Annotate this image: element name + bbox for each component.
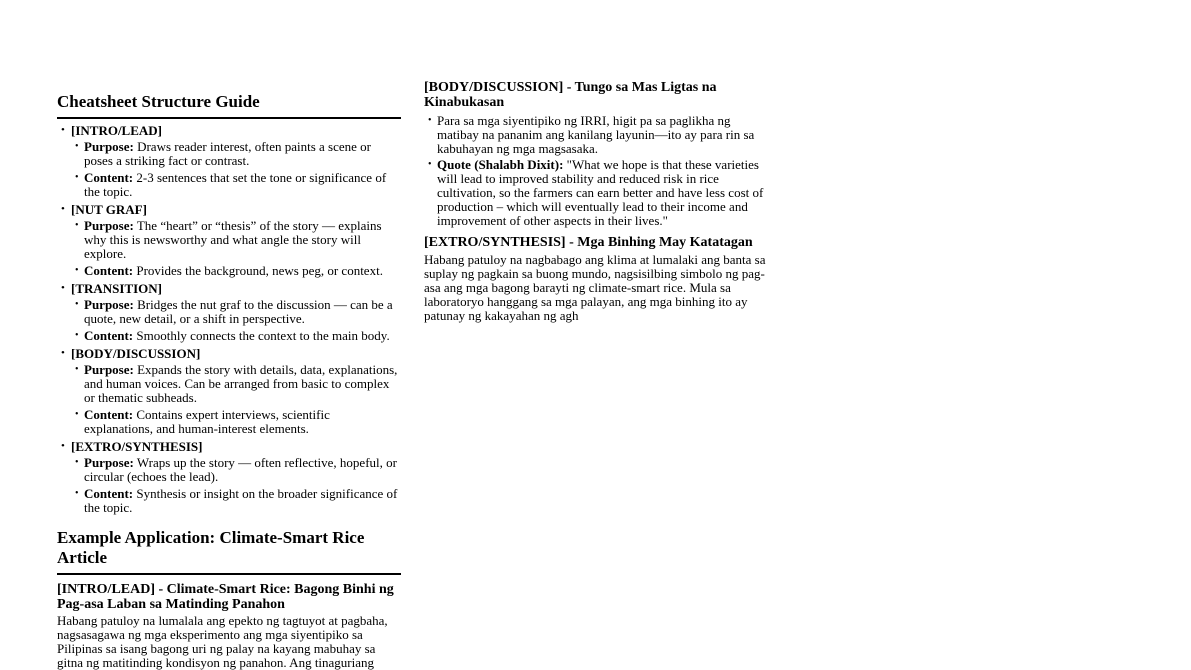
- quote-text: "What we hope is that these varieties will lead to improved stability and reduced risk in rice cultivation, so the farmers can earn better and have less cost of production – which will eventually lead to their income and improvement of other aspects in their lives.": [437, 157, 764, 228]
- item-text: Para sa mga siyentipiko ng IRRI, higit pa sa paglikha ng matibay na pananim ang kanilang layunin—ito ay para rin sa kabuhayan ng mga magsasaka.: [437, 113, 755, 156]
- section-item: [71, 171, 401, 199]
- item-key: Purpose:: [84, 218, 134, 233]
- item-key: Content:: [84, 170, 134, 185]
- section-items: [71, 298, 401, 343]
- guide-section: [57, 281, 401, 343]
- section-items: [71, 363, 401, 436]
- guide-title: Cheatsheet Structure Guide: [57, 92, 401, 119]
- guide-section: [57, 346, 401, 436]
- top-spacer: [424, 0, 768, 80]
- top-spacer: [57, 0, 401, 92]
- section-label: • [EXTRO/SYNTHESIS]: [71, 439, 203, 454]
- item-key: Purpose:: [84, 455, 134, 470]
- section-item: [71, 456, 401, 484]
- item-text: Wraps up the story — often reflective, hopeful, or circular (echoes the lead).: [84, 455, 397, 484]
- item-key: Content:: [84, 263, 134, 278]
- section-item: [71, 140, 401, 168]
- section-item: [71, 264, 401, 278]
- body-item: [424, 114, 768, 156]
- section-items: [71, 140, 401, 199]
- guide-section: [57, 439, 401, 515]
- item-text: Bridges the nut graf to the discussion — can be a quote, new detail, or a shift in perspective.: [84, 297, 393, 326]
- section-item: [71, 298, 401, 326]
- item-text: Draws reader interest, often paints a scene or poses a striking fact or contrast.: [84, 139, 371, 168]
- quote-key: Quote (Shalabh Dixit):: [437, 157, 564, 172]
- guide-section: [57, 202, 401, 278]
- item-key: Purpose:: [84, 139, 134, 154]
- item-key: Purpose:: [84, 297, 134, 312]
- item-key: Content:: [84, 328, 134, 343]
- extro-heading: [EXTRO/SYNTHESIS] - Mga Binhing May Katatagan: [424, 235, 753, 250]
- section-item: [71, 219, 401, 261]
- section-label: • [INTRO/LEAD]: [71, 123, 163, 138]
- item-text: Provides the background, news peg, or context.: [136, 263, 383, 278]
- section-item: [71, 408, 401, 436]
- section-item: [71, 363, 401, 405]
- section-label: • [NUT GRAF]: [71, 202, 147, 217]
- item-text: The “heart” or “thesis” of the story — explains why this is newsworthy and what angle the story will explore.: [84, 218, 382, 261]
- intro-text: Habang patuloy na lumalala ang epekto ng tagtuyot at pagbaha, nagsasagawa ng mga eksperimento ang mga siyentipiko sa Pilipinas sa isang bagong uri ng palay na kayang mabuhay sa gitna ng matitinding kondisyon ng panahon. Ang tinaguriang: [57, 613, 388, 670]
- guide-section: [57, 123, 401, 199]
- section-items: [71, 456, 401, 515]
- section-item: [71, 329, 401, 343]
- item-text: Contains expert interviews, scientific explanations, and human-interest elements.: [84, 407, 330, 436]
- body-list: [424, 114, 768, 228]
- item-text: Expands the story with details, data, explanations, and human voices. Can be arranged from basic to complex or thematic subheads.: [84, 362, 398, 405]
- intro-heading: [INTRO/LEAD] - Climate-Smart Rice: Bagong Binhi ng Pag-asa Laban sa Matinding Panahon: [57, 582, 394, 612]
- item-text: Synthesis or insight on the broader significance of the topic.: [84, 486, 398, 515]
- item-key: Purpose:: [84, 362, 134, 377]
- example-title: Example Application: Climate-Smart Rice Article: [57, 528, 401, 575]
- item-key: Content:: [84, 486, 134, 501]
- right-column: [424, 0, 768, 323]
- body-heading: [BODY/DISCUSSION] - Tungo sa Mas Ligtas na Kinabukasan: [424, 80, 717, 110]
- section-items: [71, 219, 401, 278]
- item-key: Content:: [84, 407, 134, 422]
- item-text: 2-3 sentences that set the tone or significance of the topic.: [84, 170, 387, 199]
- guide-section-list: [57, 123, 401, 515]
- section-label: • [TRANSITION]: [71, 281, 163, 296]
- section-label: • [BODY/DISCUSSION]: [71, 346, 201, 361]
- extro-text: Habang patuloy na nagbabago ang klima at lumalaki ang banta sa suplay ng pagkain sa buong mundo, nagsisilbing simbolo ng pag-asa ang mga bagong barayti ng climate-smart rice. Mula sa laboratoryo hanggang sa mga palayan, ang mga binhing ito ay patunay ng kakayahan ng agh: [424, 252, 766, 323]
- left-column: [57, 0, 401, 670]
- item-text: Smoothly connects the context to the main body.: [136, 328, 390, 343]
- body-item: [424, 158, 768, 228]
- section-item: [71, 487, 401, 515]
